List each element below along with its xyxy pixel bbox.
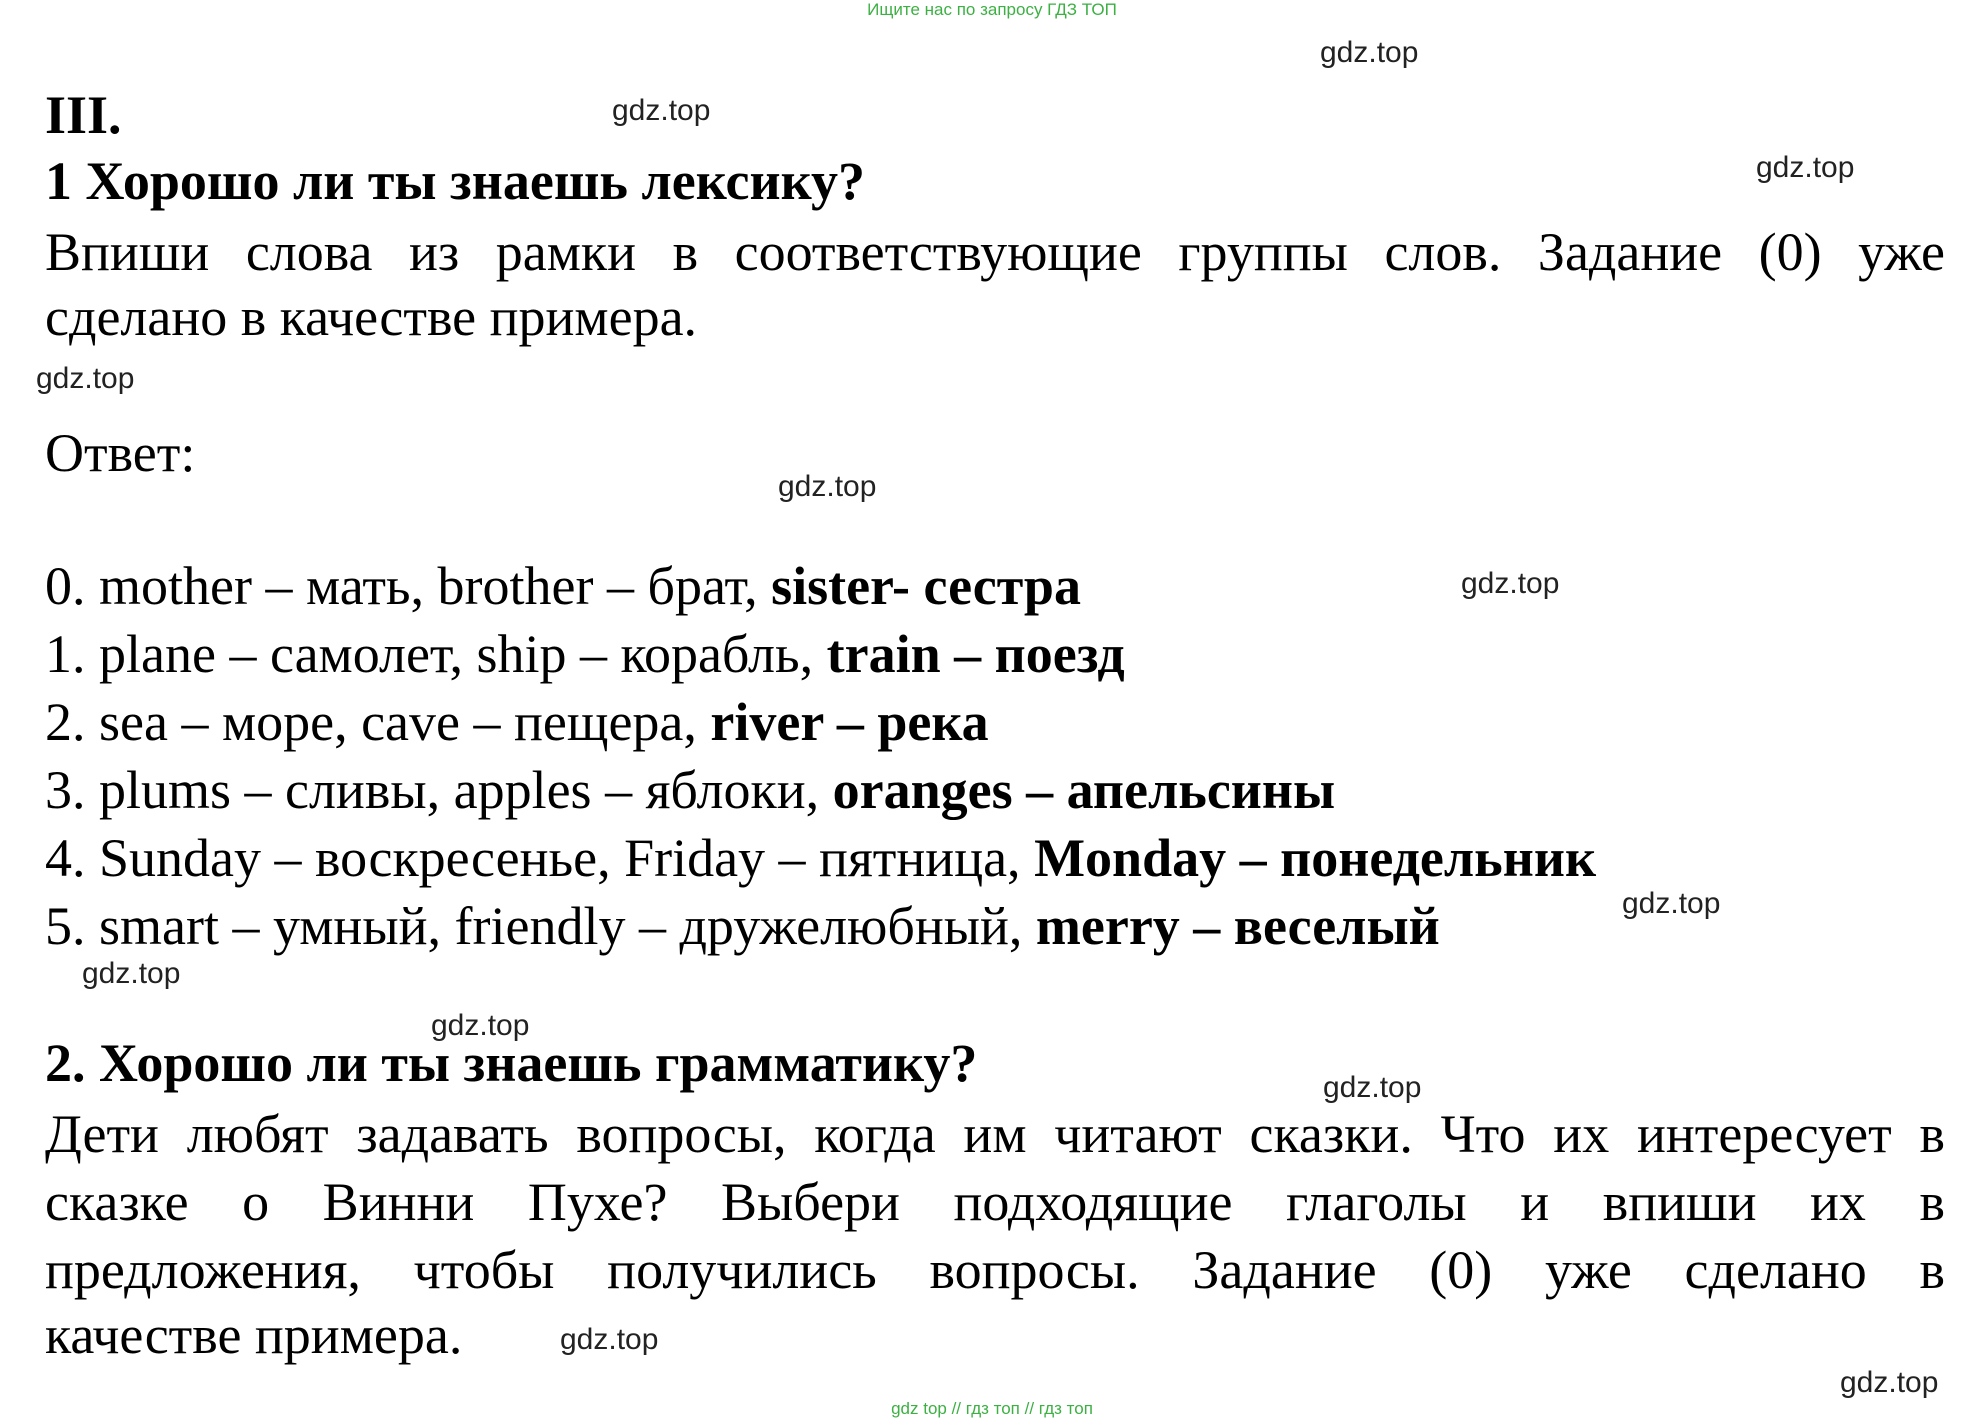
answer-bold: river – река: [710, 692, 989, 752]
watermark: gdz.top: [431, 1009, 530, 1042]
answer-bold: merry – веселый: [1035, 896, 1440, 956]
answer-plain: 3. plums – сливы, apples – яблоки,: [45, 760, 833, 820]
task1-instruction-line2: сделано в качестве примера.: [45, 287, 698, 347]
task2-line-1: Дети любят задавать вопросы, когда им читают сказки. Что их интересует в: [45, 1104, 1945, 1164]
answer-line-3: [45, 759, 1335, 821]
answer-plain: 1. plane – самолет, ship – корабль,: [45, 624, 827, 684]
answer-plain: 5. smart – умный, friendly – дружелюбный,: [45, 896, 1036, 956]
watermark: gdz.top: [36, 362, 135, 395]
answer-bold: sister- сестра: [771, 556, 1081, 616]
task2-line-3: предложения, чтобы получились вопросы. Задание (0) уже сделано в: [45, 1240, 1945, 1300]
section-number: III.: [45, 85, 122, 145]
answer-plain: 0. mother – мать, brother – брат,: [45, 556, 772, 616]
answer-bold: train – поезд: [826, 624, 1125, 684]
watermark: gdz.top: [560, 1323, 659, 1356]
answer-bold: oranges – апельсины: [832, 760, 1336, 820]
bottom-banner: gdz top // гдз топ // гдз топ: [891, 1399, 1093, 1418]
watermark: gdz.top: [1323, 1071, 1422, 1104]
answer-line-5: [45, 895, 1440, 957]
answer-plain: 4. Sunday – воскресенье, Friday – пятница,: [45, 828, 1035, 888]
answer-line-1: [45, 623, 1125, 685]
task2-line-4: качестве примера.: [45, 1305, 463, 1365]
answer-label: Ответ:: [45, 423, 196, 483]
answer-line-2: [45, 691, 989, 753]
task2-title: 2. Хорошо ли ты знаешь грамматику?: [45, 1033, 978, 1093]
watermark: gdz.top: [1461, 567, 1560, 600]
watermark: gdz.top: [778, 470, 877, 503]
task1-instruction-line1: Впиши слова из рамки в соответствующие группы слов. Задание (0) уже: [45, 222, 1945, 282]
answer-line-0: [45, 555, 1081, 617]
task2-line-2: сказке о Винни Пухе? Выбери подходящие глаголы и впиши их в: [45, 1172, 1945, 1232]
watermark: gdz.top: [1840, 1366, 1939, 1399]
answer-bold: Monday – понедельник: [1034, 828, 1597, 888]
watermark: gdz.top: [612, 94, 711, 127]
answer-plain: 2. sea – море, cave – пещера,: [45, 692, 711, 752]
answer-line-4: [45, 827, 1596, 889]
watermark: gdz.top: [1756, 151, 1855, 184]
watermark: gdz.top: [1622, 887, 1721, 920]
watermark: gdz.top: [1320, 36, 1419, 69]
top-banner: Ищите нас по запросу ГДЗ ТОП: [867, 0, 1117, 19]
task1-title: 1 Хорошо ли ты знаешь лексику?: [45, 151, 865, 211]
watermark: gdz.top: [82, 957, 181, 990]
